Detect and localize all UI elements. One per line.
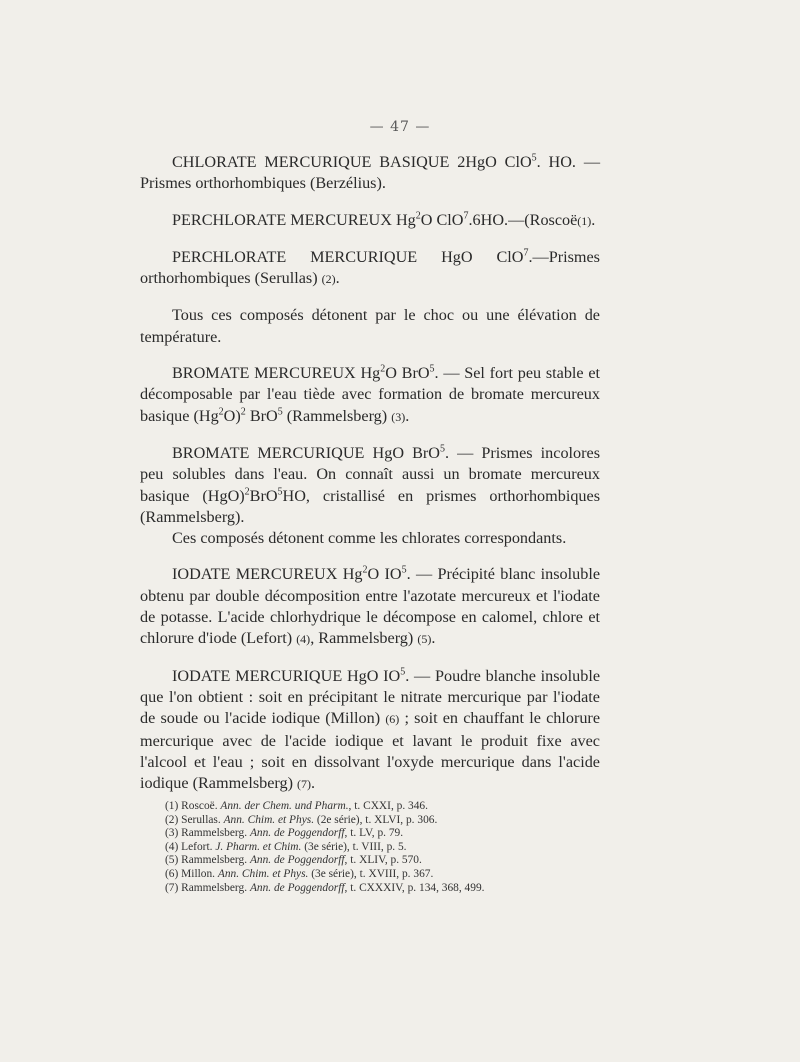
- paragraph-iodate-mercurique: [140, 666, 600, 796]
- paragraph-text: —(Roscoë: [508, 210, 578, 229]
- paragraph-text: — Poudre blanche insoluble que l'on obtient : soit en précipitant le nitrate mercurique par l'iodate de soude ou l'acide iodique (Millon) (6) ; soit en chauffant le chlorure mercurique avec de l'acide iodique et lavant le produit fixe avec l'alcool et l'eau ; soit en dissolvant l'oxyde mercurique dans l'acide iodique (Rammelsberg) (7).: [140, 666, 601, 793]
- compound-title: IODATE MERCURIQUE: [172, 666, 343, 685]
- footnote-ref: (7): [297, 777, 312, 792]
- paragraph-iodate-mercureux: [140, 564, 600, 650]
- compound-title: BROMATE MERCUREUX: [172, 364, 356, 383]
- footnote-6: (6) Millon. Ann. Chim. et Phys. (3e série), t. XVIII, p. 367.: [165, 867, 434, 880]
- body-text: [140, 152, 600, 795]
- compound-formula: HgO ClO$^7$.: [441, 247, 533, 266]
- compound-formula: Hg$^2$O BrO$^5$.: [360, 363, 439, 383]
- footnote-ref: (2): [321, 272, 336, 287]
- compound-title: CHLORATE MERCURIQUE BASIQUE: [172, 153, 450, 171]
- footnote-ref: (3): [391, 409, 406, 424]
- footnote-1: (1) Roscoë. Ann. der Chem. und Pharm., t. CXXI, p. 346.: [165, 800, 428, 812]
- footnote-5: (5) Rammelsberg. Ann. de Poggendorff, t. XLIV, p. 570.: [165, 854, 422, 867]
- footnote-ref: (4): [296, 632, 311, 647]
- paragraph-perchlorate-mercurique: PERCHLORATE MERCURIQUE HgO ClO$^7$.—Prismes orthorhombiques (Serullas) (2).: [140, 247, 600, 288]
- paragraph-text: — Prismes incolores peu solubles dans l'eau. On connaît aussi un bromate mercureux basique (HgO)$^2$BrO$^5$HO, cristallisé en prismes orthorhombiques (Rammelsberg).: [140, 443, 601, 526]
- paragraph-bromate-mercureux: [140, 363, 600, 428]
- compound-title: BROMATE MERCURIQUE: [172, 443, 365, 462]
- paragraph-text: — Sel fort peu stable et décomposable par l'eau tiède avec formation de bromate mercureux basique $(Hg^2O)^2$ BrO$^5$ (Rammelsberg) (3).: [140, 364, 601, 425]
- footnotes: [165, 800, 595, 895]
- paragraph-text: — Prismes orthorhombiques (Berzélius).: [140, 153, 600, 193]
- compound-title: IODATE MERCUREUX: [172, 565, 338, 584]
- compound-title: PERCHLORATE MERCUREUX: [172, 210, 392, 229]
- page-number: — 47 —: [369, 119, 431, 135]
- compound-formula: HgO BrO$^5$.: [372, 443, 449, 462]
- compound-formula: Hg$^2$O ClO$^7$.6HO.: [395, 210, 509, 229]
- footnote-2: (2) Serullas. Ann. Chim. et Phys. (2e série), t. XLVI, p. 306.: [165, 813, 438, 826]
- footnote-4: (4) Lefort. J. Pharm. et Chim. (3e série), t. VIII, p. 5.: [165, 840, 407, 853]
- paragraph-text: — Précipité blanc insoluble obtenu par double décomposition entre l'azotate mercureux et l'iodate de potasse. L'acide chlorhydrique le décompose en calomel, chlore et chlorure d'iode (Lefort) (4), Rammelsberg) (5).: [140, 565, 601, 648]
- paragraph-perchlorate-mercureux: PERCHLORATE MERCUREUX Hg$^2$O ClO$^7$.6HO.—(Roscoë(1).: [172, 210, 596, 229]
- paragraph-text: —Prismes orthorhombiques (Serullas): [140, 247, 600, 288]
- paragraph-detonation-note: Tous ces composés détonent par le choc ou une élévation de température.: [140, 306, 600, 346]
- paragraph-bromate-mercurique: [140, 443, 600, 528]
- footnote-ref: (1): [577, 213, 592, 228]
- compound-formula: 2HgO ClO$^5$. HO.: [457, 152, 576, 171]
- compound-title: PERCHLORATE MERCURIQUE: [172, 247, 418, 266]
- paragraph-chlorate-mercurique: [140, 152, 600, 195]
- paragraph-detonation-bromates: Ces composés détonent comme les chlorates correspondants.: [172, 529, 567, 548]
- compound-formula: Hg$^2$O $IO^5$.: [342, 565, 411, 584]
- footnote-7: (7) Rammelsberg. Ann. de Poggendorff, t. CXXXIV, p. 134, 368, 499.: [165, 881, 485, 894]
- footnote-3: (3) Rammelsberg. Ann. de Poggendorff, t. LV, p. 79.: [165, 827, 404, 840]
- footnote-ref: (5): [417, 632, 432, 647]
- compound-formula: HgO $IO^5$.: [346, 666, 410, 685]
- footnote-ref: (6): [385, 712, 400, 727]
